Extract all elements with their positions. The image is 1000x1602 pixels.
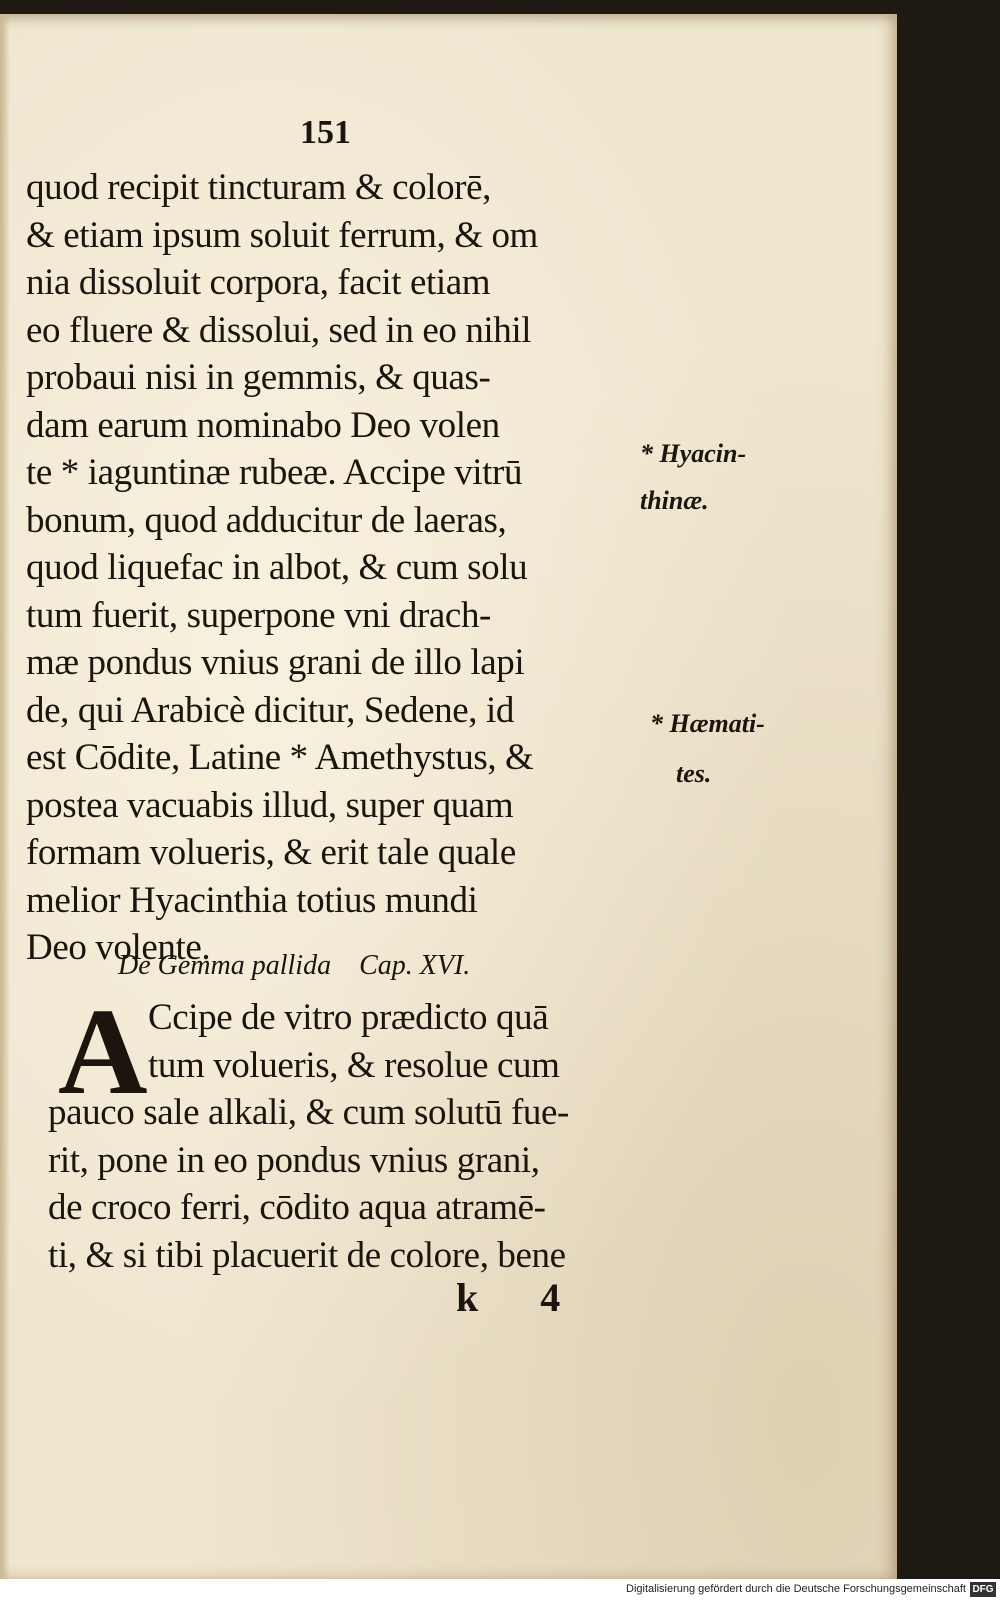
- body-text: [26, 164, 646, 972]
- chapter-text: [48, 983, 658, 1279]
- chapter-heading: [118, 950, 470, 982]
- dfg-logo: DFG: [970, 1582, 996, 1597]
- page-number: 151: [300, 114, 351, 151]
- body-line: postea vacuabis illud, super quam: [26, 784, 514, 826]
- body-line: dam earum nominabo Deo volen: [26, 404, 500, 446]
- chapter-line: de croco ferri, cōdito aqua atramē-: [48, 1187, 546, 1228]
- chapter-number: Cap. XVI.: [359, 950, 471, 981]
- body-line: melior Hyacinthia totius mundi: [26, 879, 478, 921]
- body-line: tum fuerit, superpone vni drach-: [26, 594, 491, 636]
- page-gutter-shadow: [0, 14, 10, 1579]
- body-line: nia dissoluit corpora, facit etiam: [26, 262, 491, 303]
- body-line: quod liquefac in albot, & cum solu: [26, 547, 528, 588]
- book-page: [0, 14, 897, 1579]
- body-line: eo fluere & dissolui, sed in eo nihil: [26, 309, 532, 351]
- chapter-line: pauco sale alkali, & cum solutū fue-: [48, 1092, 569, 1133]
- chapter-line: tum volueris, & resolue cum: [148, 1044, 560, 1086]
- body-line: quod recipit tincturam & colorē,: [26, 167, 491, 208]
- digitization-footer: [0, 1579, 1000, 1602]
- body-line: mæ pondus vnius grani de illo lapi: [26, 642, 525, 683]
- body-line: & etiam ipsum soluit ferrum, & om: [26, 214, 538, 256]
- body-line: probaui nisi in gemmis, & quas-: [26, 357, 491, 398]
- footer-credit: Digitalisierung gefördert durch die Deutsche Forschungsgemeinschaft: [626, 1583, 966, 1595]
- signature-mark: k 4: [456, 1275, 587, 1320]
- chapter-line: ti, & si tibi placuerit de colore, bene: [48, 1234, 566, 1276]
- chapter-title: De Gemma pallida: [118, 950, 332, 981]
- body-line: Deo volente.: [26, 927, 211, 968]
- margin-note: thinæ.: [640, 486, 709, 515]
- body-line: formam volueris, & erit tale quale: [26, 832, 516, 873]
- chapter-line: Ccipe de vitro prædicto quā: [148, 997, 549, 1038]
- margin-note: tes.: [676, 759, 712, 788]
- drop-capital: A: [58, 983, 148, 1120]
- margin-note: * Hæmati-: [650, 709, 765, 738]
- margin-note: * Hyacin-: [640, 439, 747, 468]
- body-line: de, qui Arabicè dicitur, Sedene, id: [26, 689, 514, 731]
- chapter-line: rit, pone in eo pondus vnius grani,: [48, 1139, 540, 1181]
- body-line: est Cōdite, Latine * Amethystus, &: [26, 737, 534, 778]
- body-line: bonum, quod adducitur de laeras,: [26, 499, 507, 541]
- body-line: te * iaguntinæ rubeæ. Accipe vitrū: [26, 452, 523, 493]
